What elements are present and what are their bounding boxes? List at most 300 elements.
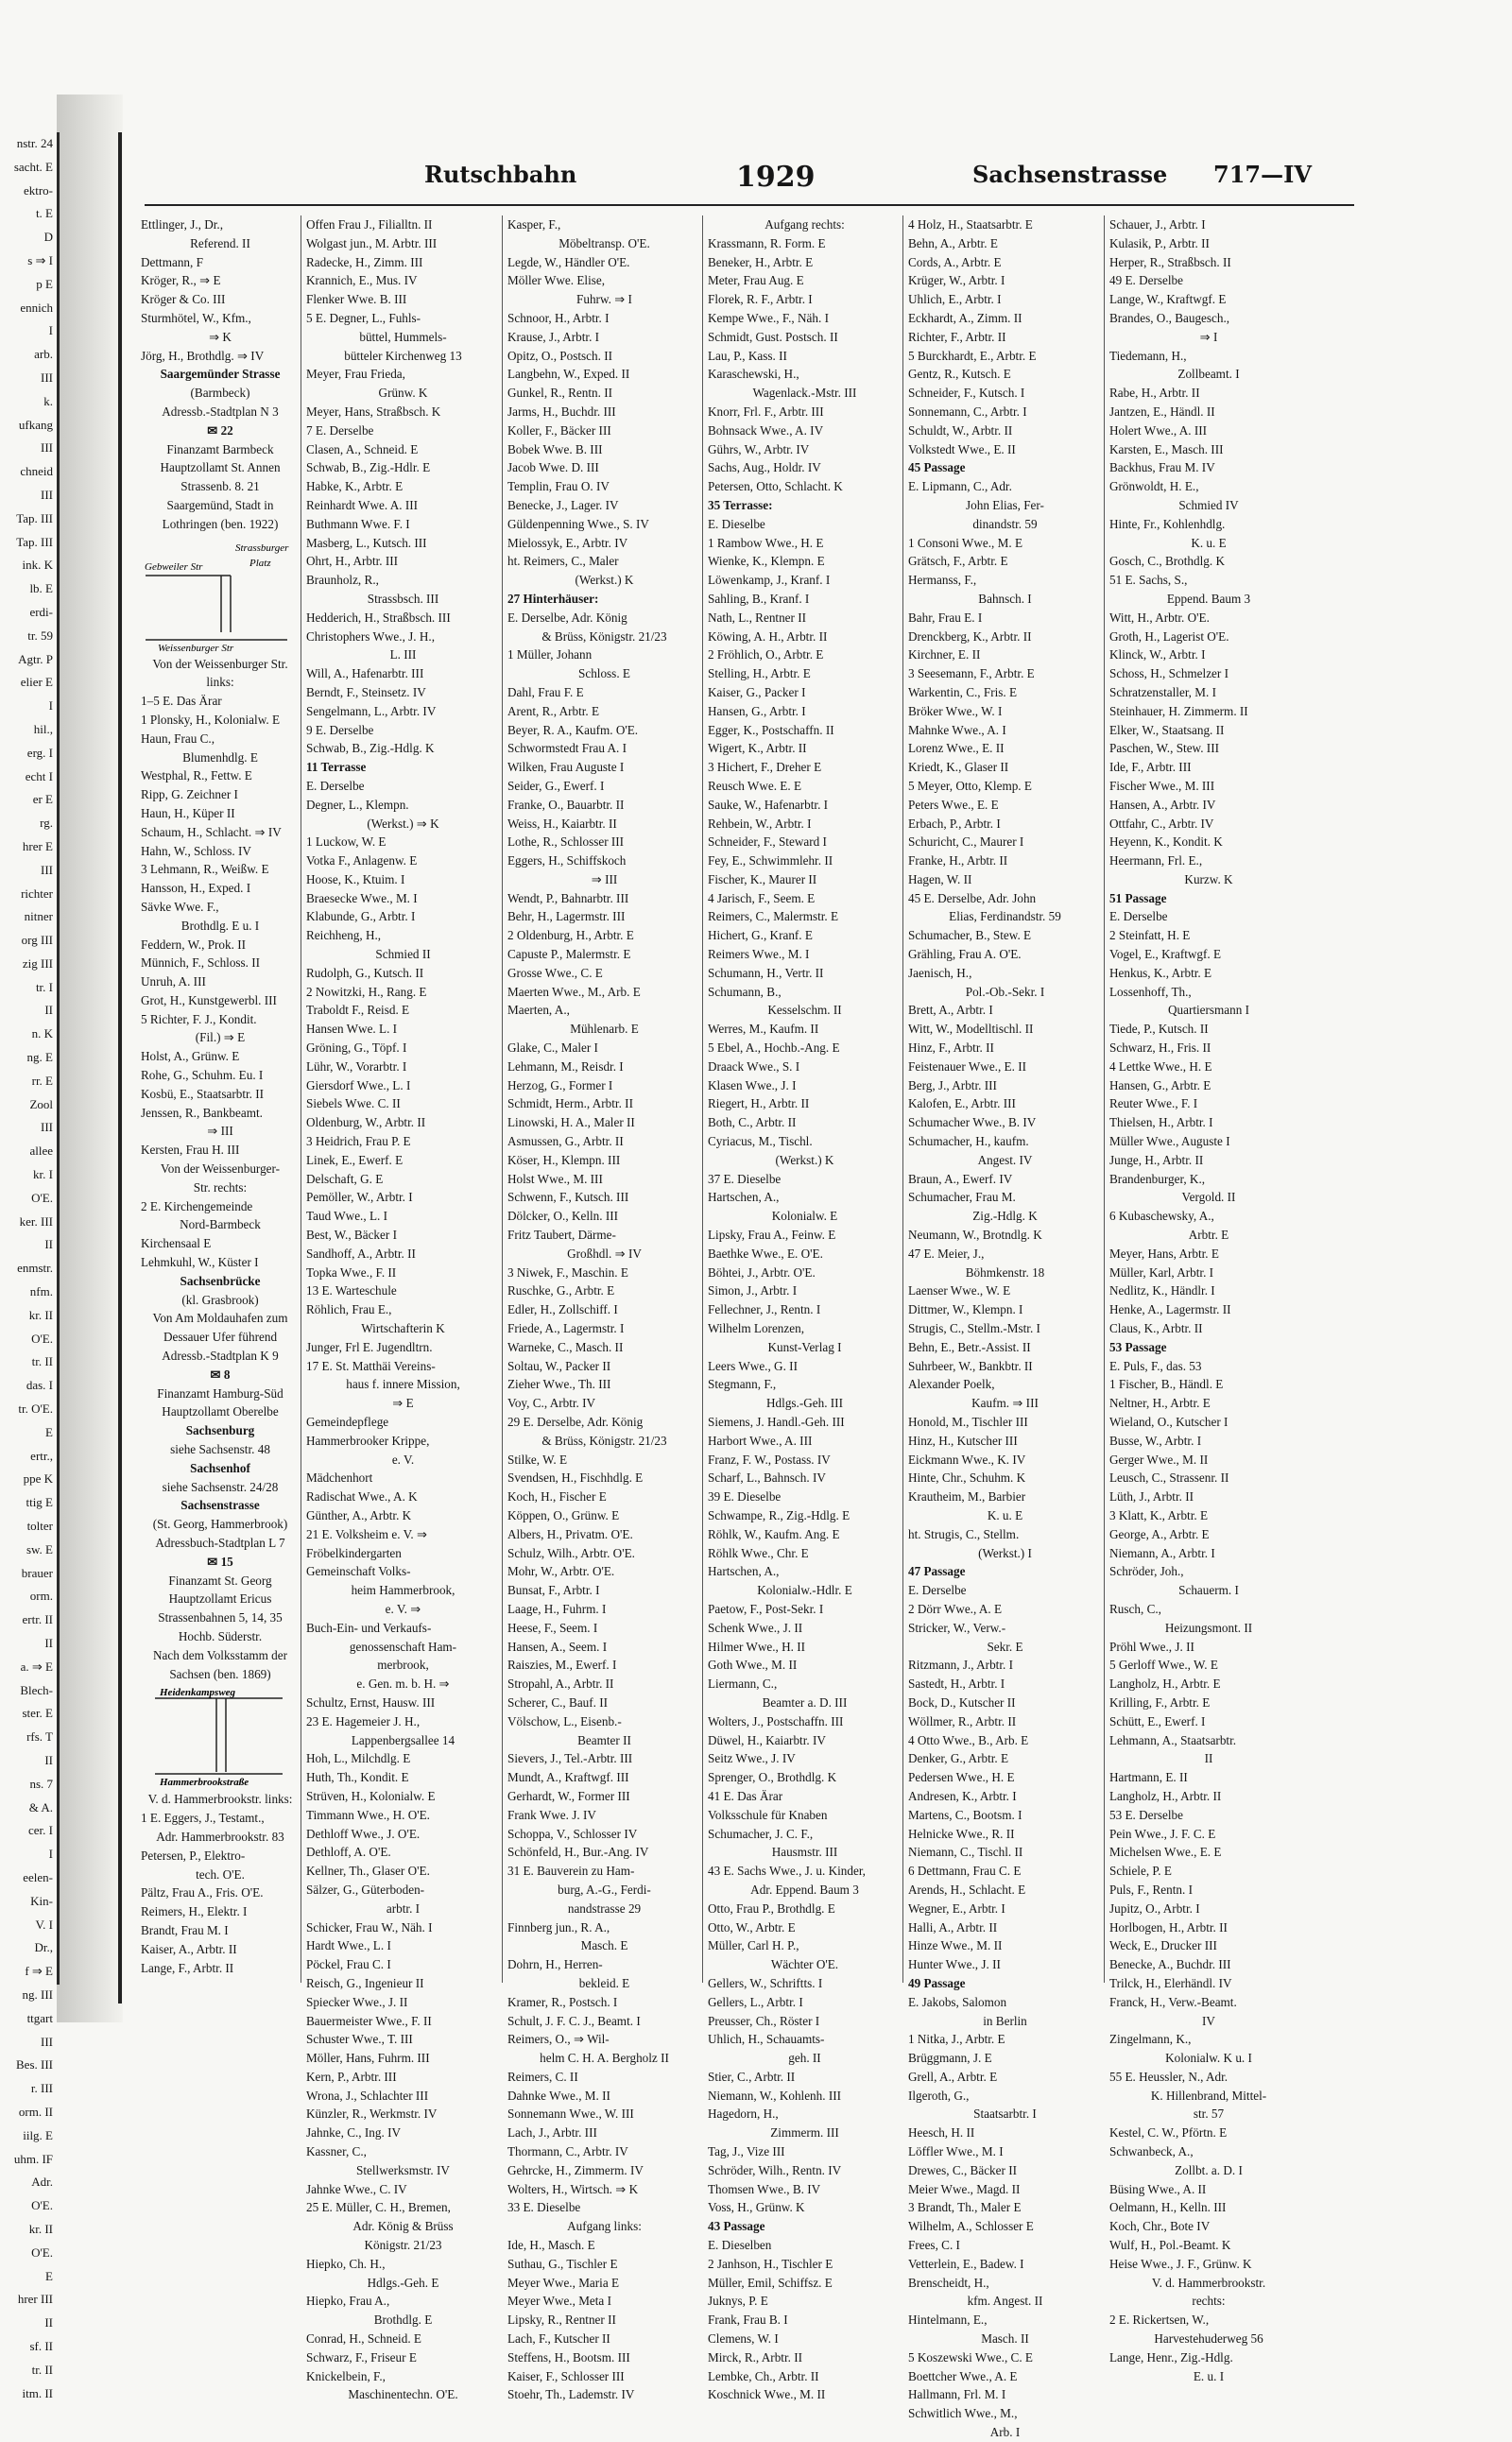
left-fragment-line: III [41, 487, 53, 502]
directory-entry: Timmann Wwe., H. O'E. [306, 1807, 430, 1822]
directory-entry: Gunkel, R., Rentn. II [507, 386, 612, 401]
directory-entry: Dohrn, H., Herren- [507, 1957, 603, 1972]
directory-entry: Müller, Carl H. P., [708, 1938, 799, 1953]
directory-entry: tech. O'E. [196, 1866, 245, 1882]
directory-entry: 3 Heidrich, Frau P. E [306, 1134, 411, 1149]
directory-entry: Schwab, B., Zig.-Hdlr. E [306, 460, 431, 475]
directory-entry: Meyer, Hans, Straßbsch. K [306, 404, 441, 419]
directory-entry: Herzog, G., Former I [507, 1077, 613, 1092]
directory-entry: Düwel, H., Kaiarbtr. IV [708, 1732, 826, 1747]
directory-entry: Meier Wwe., Magd. II [908, 2181, 1021, 2196]
directory-entry: Goth Wwe., M. II [708, 1658, 798, 1673]
directory-entry: Paschen, W., Stew. III [1109, 741, 1219, 756]
directory-entry: Vetterlein, E., Badew. I [908, 2256, 1024, 2271]
street-heading: ✉ 22 [207, 422, 233, 438]
directory-entry: Uhlich, H., Schauamts- [708, 2032, 825, 2047]
directory-entry: Brenscheidt, H., [908, 2275, 989, 2290]
directory-entry: Habke, K., Arbtr. E [306, 479, 404, 494]
directory-entry: Schwab, B., Zig.-Hdlg. K [306, 741, 435, 756]
directory-entry: Aufgang rechts: [765, 217, 845, 232]
directory-entry: Hansen, A., Arbtr. IV [1109, 797, 1216, 812]
directory-entry: Mielossyk, E., Arbtr. IV [507, 535, 628, 550]
left-fragment-line: ns. 7 [29, 1776, 53, 1791]
directory-entry: Böhmkenstr. 18 [965, 1264, 1045, 1280]
directory-entry: Schumacher, J. C. F., [708, 1826, 814, 1841]
street-heading: Sachsenbrücke [180, 1273, 261, 1288]
directory-entry: Reinhardt Wwe. A. III [306, 497, 419, 512]
directory-entry: 13 E. Warteschule [306, 1283, 397, 1298]
directory-entry: Meter, Frau Aug. E [708, 273, 804, 288]
directory-entry: Hansson, H., Exped. I [141, 881, 251, 896]
directory-entry: E. Derselbe [306, 778, 365, 793]
directory-entry: Arb. I [989, 2425, 1021, 2440]
left-fragment-line: ng. III [22, 1986, 53, 2002]
street-heading: 35 Terrasse: [708, 497, 773, 512]
directory-entry: Stricker, W., Verw.- [908, 1620, 1006, 1635]
directory-entry: Möller, Hans, Fuhrm. III [306, 2051, 430, 2066]
directory-entry: Möbeltransp. O'E. [558, 235, 650, 250]
left-fragment-line: Zool [29, 1096, 53, 1111]
directory-entry: Pöckel, Frau C. I [306, 1957, 391, 1972]
left-fragment-line: Blech- [20, 1682, 53, 1697]
map-label-platz: Platz [249, 557, 271, 569]
directory-entry: Hansen, A., Seem. I [507, 1639, 608, 1654]
directory-entry: Ripp, G. Zeichner I [141, 787, 238, 802]
directory-entry: Schneider, F., Steward I [708, 834, 827, 850]
directory-entry: Kurzw. K [1184, 871, 1233, 886]
map-label-gebweiler: Gebweiler Str [145, 560, 203, 573]
directory-entry: Kaufm. ⇒ III [971, 1396, 1039, 1411]
directory-entry: siehe Sachsenstr. 24/28 [162, 1479, 279, 1494]
directory-entry: Traboldt F., Reisd. E [306, 1003, 410, 1018]
directory-entry: Staatsarbtr. I [973, 2107, 1037, 2122]
directory-entry: Will, A., Hafenarbtr. III [306, 666, 424, 681]
directory-entry: Hausmstr. III [771, 1845, 838, 1860]
directory-entry: Wienke, K., Klempn. E [708, 554, 825, 569]
header-street-to: Sachsenstrasse [972, 161, 1168, 188]
directory-entry: Arent, R., Arbtr. E [507, 703, 600, 718]
directory-entry: Hauptzollamt Oberelbe [162, 1404, 279, 1419]
directory-entry: Petersen, P., Elektro- [141, 1848, 246, 1863]
directory-entry: Lehmann, A., Staatsarbtr. [1109, 1732, 1237, 1747]
directory-entry: e. V. [391, 1452, 415, 1467]
directory-entry: rechts: [1192, 2294, 1226, 2309]
directory-entry: Mohr, W., Arbtr. O'E. [507, 1564, 615, 1579]
left-fragment-line: ng. E [26, 1050, 53, 1065]
directory-entry: Hagen, W. II [908, 871, 972, 886]
left-fragment-line: & A. [28, 1799, 53, 1814]
directory-entry: Knickelbein, F., [306, 2368, 386, 2383]
directory-entry: Benecke, A., Buchdr. III [1109, 1957, 1231, 1972]
directory-entry: Bauermeister Wwe., F. II [306, 2013, 432, 2028]
directory-entry: Lipsky, R., Rentner II [507, 2313, 616, 2328]
directory-entry: 37 E. Dieselbe [708, 1171, 782, 1186]
directory-entry: 2 E. Kirchengemeinde [141, 1198, 253, 1213]
book-gutter [57, 95, 123, 2022]
directory-entry: Stilke, W. E [507, 1452, 568, 1467]
directory-entry: Ohrt, H., Arbtr. III [306, 554, 399, 569]
directory-entry: Eckhardt, A., Zimm. II [908, 310, 1022, 325]
directory-entry: Claus, K., Arbtr. II [1109, 1321, 1203, 1336]
directory-entry: Sauke, W., Hafenarbtr. I [708, 797, 829, 812]
directory-entry: Lange, F., Arbtr. II [141, 1960, 234, 1975]
directory-entry: George, A., Arbtr. E [1109, 1526, 1210, 1541]
directory-entry: Hagedorn, H., [708, 2107, 779, 2122]
directory-entry: Grätsch, F., Arbtr. E [908, 554, 1008, 569]
left-fragment-line: II [44, 1752, 53, 1767]
directory-entry: Niemann, W., Kohlenh. III [708, 2088, 842, 2103]
directory-entry: Neumann, W., Brotndlg. K [908, 1228, 1042, 1243]
directory-entry: Hochb. Süderstr. [178, 1628, 263, 1643]
directory-entry: Groth, H., Lagerist O'E. [1109, 628, 1229, 644]
left-fragment-line: enmstr. [17, 1261, 53, 1276]
directory-entry: ⇒ III [591, 871, 618, 886]
directory-entry: Werres, M., Kaufm. II [708, 1022, 819, 1037]
directory-entry: L. III [389, 647, 417, 662]
directory-entry: Buthmann Wwe. F. I [306, 516, 410, 531]
directory-entry: Sonnemann Wwe., W. III [507, 2107, 634, 2122]
left-fragment-line: ppe K [23, 1471, 53, 1487]
directory-entry: Jantzen, E., Händl. II [1109, 404, 1215, 419]
directory-entry: Möller Wwe. Elise, [507, 273, 606, 288]
directory-entry: Sengelmann, L., Arbtr. IV [306, 703, 437, 718]
left-fragment-line: O'E. [31, 1190, 53, 1205]
directory-entry: Kulasik, P., Arbtr. II [1109, 235, 1210, 250]
directory-entry: Bahnsch. I [978, 591, 1032, 606]
directory-entry: Kersten, Frau H. III [141, 1143, 240, 1158]
left-fragment-line: rg. [40, 816, 53, 831]
left-fragment-line: nitner [24, 909, 53, 924]
directory-entry: Nach dem Volksstamm der [153, 1647, 287, 1662]
directory-entry: ht. Strugis, C., Stellm. [908, 1526, 1020, 1541]
directory-entry: Kasper, F., [507, 217, 561, 232]
directory-entry: Radecke, H., Zimm. III [306, 254, 423, 269]
directory-entry: Benecke, J., Lager. IV [507, 497, 619, 512]
directory-entry: Rusch, C., [1109, 1601, 1161, 1616]
directory-entry: Lothe, R., Schlosser III [507, 834, 625, 850]
street-sketch-map [141, 538, 292, 654]
directory-entry: Both, C., Arbtr. II [708, 1115, 797, 1130]
directory-entry: Maschinentechn. O'E. [348, 2387, 458, 2402]
directory-entry: Warkentin, C., Fris. E [908, 684, 1018, 699]
left-fragment-line: sw. E [26, 1541, 53, 1556]
directory-entry: 1 Nitka, J., Arbtr. E [908, 2032, 1005, 2047]
street-heading: ✉ 15 [207, 1554, 233, 1569]
directory-entry: Dölcker, O., Kelln. III [507, 1209, 619, 1224]
directory-page [118, 132, 1379, 2440]
directory-entry: E. Derselbe, Adr. König [507, 610, 627, 625]
directory-entry: Clemens, W. I [708, 2331, 779, 2347]
left-page-fragment [0, 132, 60, 2400]
directory-entry: Schloss. E [578, 666, 630, 681]
directory-entry: Mahnke Wwe., A. I [908, 722, 1006, 737]
directory-entry: V. d. Hammerbrookstr. links: [147, 1792, 293, 1807]
header-year: 1929 [736, 161, 816, 194]
directory-entry: Strassenbahnen 5, 14, 35 [158, 1610, 283, 1625]
directory-entry: Friede, A., Lagermstr. I [507, 1321, 625, 1336]
directory-entry: Witt, W., Modelltischl. II [908, 1022, 1034, 1037]
left-fragment-line: cer. I [28, 1823, 53, 1838]
directory-entry: Volksschule für Knaben [708, 1807, 828, 1822]
directory-entry: Schneider, F., Kutsch. I [908, 386, 1025, 401]
directory-entry: Dethloff Wwe., J. O'E. [306, 1826, 421, 1841]
directory-entry: Backhus, Frau M. IV [1109, 460, 1215, 475]
street-heading: 45 Passage [908, 460, 966, 475]
left-fragment-line: itm. II [22, 2385, 53, 2400]
directory-entry: Pemöller, W., Arbtr. I [306, 1190, 413, 1205]
directory-entry: E. Derselbe [908, 1583, 967, 1598]
directory-entry: Reisch, G., Ingenieur II [306, 1975, 424, 1990]
directory-entry: Reimers, C. II [507, 2069, 578, 2084]
directory-entry: Köppen, O., Grünw. E [507, 1507, 620, 1522]
directory-entry: Koch, H., Fischer E [507, 1489, 607, 1505]
directory-entry: 43 E. Sachs Wwe., J. u. Kinder, [708, 1864, 866, 1879]
directory-entry: Heese, F., Seem. I [507, 1620, 598, 1635]
left-fragment-line: III [41, 370, 53, 385]
directory-entry: Brothdlg. E [373, 2313, 433, 2328]
directory-entry: Schnoor, H., Arbtr. I [507, 310, 610, 325]
directory-entry: Busse, W., Arbtr. I [1109, 1433, 1202, 1448]
directory-entry: Schult, J. F. C. J., Beamt. I [507, 2013, 641, 2028]
directory-entry: Jörg, H., Brothdlg. ⇒ IV [141, 348, 265, 363]
directory-entry: Stegmann, F., [708, 1377, 777, 1392]
directory-entry: 21 E. Volksheim e. V. ⇒ [306, 1526, 428, 1541]
directory-entry: Grell, A., Arbtr. E [908, 2069, 998, 2084]
directory-entry: Reimers Wwe., M. I [708, 947, 810, 962]
directory-entry: Adressbuch-Stadtplan L 7 [155, 1536, 285, 1550]
map-label-weissenburger: Weissenburger Str [158, 642, 234, 654]
directory-entry: str. 57 [1193, 2107, 1225, 2122]
directory-entry: Soltau, W., Packer II [507, 1358, 611, 1373]
left-fragment-line: das. I [26, 1378, 53, 1393]
directory-entry: Kolonialw. E [771, 1209, 838, 1224]
directory-entry: Jenssen, R., Bankbeamt. [141, 1105, 263, 1120]
directory-entry: Sturmhötel, W., Kfm., [141, 310, 251, 325]
page-header [122, 161, 1379, 198]
directory-entry: Jahnke Wwe., C. IV [306, 2181, 407, 2196]
left-fragment-line: Tap. III [16, 534, 53, 549]
left-fragment-line: erdi- [29, 604, 53, 619]
directory-entry: Kirchner, E. II [908, 647, 981, 662]
directory-entry: Wulf, H., Pol.-Beamt. K [1109, 2238, 1231, 2253]
directory-entry: Reimers, C., Malermstr. E [708, 909, 839, 924]
directory-entry: Meyer Wwe., Maria E [507, 2275, 620, 2290]
left-fragment-line: elier E [20, 675, 53, 690]
directory-entry: Trilck, H., Elerhändl. IV [1109, 1975, 1232, 1990]
street-heading: 27 Hinterhäuser: [507, 591, 599, 606]
directory-entry: Eppend. Baum 3 [1166, 591, 1251, 606]
directory-entry: Dessauer Ufer führend [163, 1330, 278, 1345]
directory-entry: 4 Lettke Wwe., H. E [1109, 1058, 1212, 1074]
directory-entry: Sievers, J., Tel.-Arbtr. III [507, 1751, 633, 1766]
directory-entry: Otto, W., Arbtr. E [708, 1919, 796, 1935]
left-fragment-line: tr. I [35, 979, 53, 994]
left-fragment-line: E [45, 2268, 53, 2283]
directory-entry: Schumann, H., Vertr. II [708, 965, 824, 980]
left-fragment-line: p E [36, 276, 53, 291]
left-fragment-line: O'E. [31, 2198, 53, 2213]
left-fragment-line: eelen- [23, 1869, 53, 1884]
directory-entry: E. u. I [1193, 2368, 1225, 2383]
directory-entry: Jaenisch, H., [908, 965, 972, 980]
directory-entry: Degner, L., Klempn. [306, 797, 409, 812]
directory-entry: Schmidt, Herm., Arbtr. II [507, 1096, 633, 1111]
street-heading: 11 Terrasse [306, 760, 367, 775]
column-divider [502, 215, 503, 1983]
directory-entry: Krannich, E., Mus. IV [306, 273, 418, 288]
left-fragment-line: D [43, 230, 53, 245]
directory-entry: Schwampe, R., Zig.-Hdlg. E [708, 1507, 850, 1522]
directory-entry: Schröder, Wilh., Rentn. IV [708, 2162, 842, 2177]
directory-entry: Stropahl, A., Arbtr. II [507, 1677, 614, 1692]
directory-entry: Zig.-Hdlg. K [972, 1209, 1038, 1224]
directory-entry: Koschnick Wwe., M. II [708, 2387, 826, 2402]
directory-entry: Niemann, A., Arbtr. I [1109, 1545, 1215, 1560]
directory-entry: Pein Wwe., J. F. C. E [1109, 1826, 1216, 1841]
directory-entry: Lothringen (ben. 1922) [162, 516, 279, 531]
left-fragment-line: Kin- [30, 1893, 53, 1908]
street-sketch-map [141, 1687, 292, 1789]
directory-entry: Strüven, H., Kolonialw. E [306, 1788, 436, 1803]
directory-entry: Brothdlg. E u. I [180, 918, 260, 933]
directory-entry: 5 Meyer, Otto, Klemp. E [908, 778, 1032, 793]
left-fragment-line: r. III [30, 2081, 53, 2096]
directory-entry: K. u. E [1191, 535, 1227, 550]
directory-entry: Holst Wwe., M. III [507, 1171, 603, 1186]
directory-entry: Witt, H., Arbtr. O'E. [1109, 610, 1210, 625]
directory-entry: Christophers Wwe., J. H., [306, 628, 436, 644]
directory-entry: 1–5 E. Das Ärar [141, 694, 222, 709]
directory-entry: E. Derselbe [1109, 909, 1168, 924]
directory-entry: Weck, E., Drucker III [1109, 1938, 1217, 1953]
directory-entry: Edler, H., Zollschiff. I [507, 1302, 618, 1317]
directory-entry: 51 E. Sachs, S., [1109, 573, 1188, 588]
directory-entry: Wigert, K., Arbtr. II [708, 741, 807, 756]
directory-column-1 [141, 215, 300, 1983]
directory-entry: Suthau, G., Tischler E [507, 2256, 618, 2271]
column-divider [1104, 215, 1105, 1983]
directory-entry: Hdlgs.-Geh. E [367, 2275, 439, 2290]
directory-entry: Bohnsack Wwe., A. IV [708, 422, 824, 438]
directory-entry: Wieland, O., Kutscher I [1109, 1415, 1228, 1429]
directory-entry: 5 E. Degner, L., Fuhls- [306, 310, 421, 325]
directory-entry: Finnberg jun., R. A., [507, 1919, 610, 1935]
directory-entry: Franke, O., Bauarbtr. II [507, 797, 625, 812]
directory-entry: Schwenn, F., Kutsch. III [507, 1190, 629, 1205]
directory-entry: Kaiser, G., Packer I [708, 684, 806, 699]
directory-entry: Jupitz, O., Arbtr. I [1109, 1900, 1200, 1916]
directory-entry: IV [1202, 2013, 1215, 2028]
directory-entry: Krüger, W., Arbtr. I [908, 273, 1005, 288]
directory-entry: K. Hillenbrand, Mittel- [1150, 2088, 1267, 2103]
directory-entry: Fey, E., Schwimmlehr. II [708, 853, 833, 868]
directory-entry: Lach, F., Kutscher II [507, 2331, 610, 2347]
directory-entry: bekleid. E [578, 1975, 630, 1990]
directory-entry: Linek, E., Ewerf. E [306, 1152, 404, 1167]
left-fragment-line: O'E. [31, 2244, 53, 2260]
directory-entry: Helnicke Wwe., R. II [908, 1826, 1015, 1841]
directory-entry: Klinck, W., Arbtr. I [1109, 647, 1206, 662]
directory-entry: Wrona, J., Schlachter III [306, 2088, 429, 2103]
directory-entry: Lipsky, Frau A., Feinw. E [708, 1228, 836, 1243]
left-fragment-line: III [41, 2034, 53, 2049]
directory-entry: e. V. ⇒ [385, 1601, 421, 1616]
left-fragment-line: hrer III [17, 2292, 53, 2307]
directory-entry: Büsing Wwe., A. II [1109, 2181, 1207, 2196]
directory-entry: Gentz, R., Kutsch. E [908, 367, 1011, 382]
directory-entry: Hunter Wwe., J. II [908, 1957, 1001, 1972]
directory-entry: Linowski, H. A., Maler II [507, 1115, 635, 1130]
directory-entry: Krassmann, R. Form. E [708, 235, 826, 250]
directory-entry: Franke, H., Arbtr. II [908, 853, 1008, 868]
directory-entry: & Brüss, Königstr. 21/23 [541, 628, 667, 644]
directory-entry: Nath, L., Rentner II [708, 610, 806, 625]
directory-entry: Reusch Wwe. E. E [708, 778, 802, 793]
left-fragment-line: ker. III [19, 1213, 53, 1229]
directory-entry: Berg, J., Arbtr. III [908, 1077, 997, 1092]
directory-entry: Grot, H., Kunstgewerbl. III [141, 992, 277, 1007]
directory-entry: Schiele, P. E [1109, 1864, 1172, 1879]
directory-entry: Gührs, W., Arbtr. IV [708, 441, 810, 456]
directory-entry: Völschow, L., Eisenb.- [507, 1713, 622, 1728]
directory-entry: Hiepko, Ch. H., [306, 2256, 386, 2271]
directory-entry: Köwing, A. H., Arbtr. II [708, 628, 828, 644]
directory-entry: Böhtei, J., Arbtr. O'E. [708, 1264, 816, 1280]
left-fragment-line: rr. E [31, 1073, 53, 1088]
directory-entry: Pedersen Wwe., H. E [908, 1770, 1015, 1785]
directory-entry: Kosbü, E., Staatsarbtr. II [141, 1086, 265, 1101]
directory-entry: 5 Koszewski Wwe., C. E [908, 2349, 1033, 2365]
directory-entry: Adressb.-Stadtplan N 3 [162, 404, 279, 419]
directory-entry: Ruschke, G., Arbtr. E [507, 1283, 615, 1298]
directory-entry: Eickmann Wwe., K. IV [908, 1452, 1026, 1467]
directory-entry: Dahl, Frau F. E [507, 684, 584, 699]
directory-entry: 3 Klatt, K., Arbtr. E [1109, 1507, 1209, 1522]
directory-entry: Hiepko, Frau A., [306, 2294, 390, 2309]
directory-entry: Von Am Moldauhafen zum [152, 1311, 288, 1326]
directory-entry: Kaiser, A., Arbtr. II [141, 1941, 237, 1956]
street-heading: 51 Passage [1109, 890, 1167, 905]
directory-entry: Asmussen, G., Arbtr. II [507, 1134, 624, 1149]
directory-entry: Maerten, A., [507, 1003, 570, 1018]
directory-entry: e. Gen. m. b. H. ⇒ [356, 1677, 450, 1692]
directory-entry: Strugis, C., Stellm.-Mstr. I [908, 1321, 1040, 1336]
directory-entry: Lau, P., Kass. II [708, 348, 787, 363]
directory-entry: Grünw. K [378, 386, 428, 401]
directory-entry: 1 Plonsky, H., Kolonialw. E [141, 712, 281, 727]
directory-entry: Frees, C. I [908, 2238, 960, 2253]
directory-entry: Zollbt. a. D. I [1175, 2162, 1243, 2177]
directory-entry: Rabe, H., Arbtr. II [1109, 386, 1200, 401]
directory-entry: John Elias, Fer- [966, 497, 1044, 512]
directory-entry: Raiszies, M., Ewerf. I [507, 1658, 617, 1673]
directory-entry: 6 Kubaschewsky, A., [1109, 1209, 1214, 1224]
directory-entry: Gosch, C., Brothdlg. K [1109, 554, 1225, 569]
directory-entry: Honold, M., Tischler III [908, 1415, 1028, 1429]
directory-entry: Masch. II [981, 2331, 1029, 2347]
directory-entry: Löwenkamp, J., Kranf. I [708, 573, 831, 588]
directory-entry: Eggers, H., Schiffskoch [507, 853, 627, 868]
directory-entry: Hilmer Wwe., H. II [708, 1639, 806, 1654]
directory-entry: dinandstr. 59 [972, 516, 1038, 531]
directory-entry: Mädchenhort [306, 1470, 373, 1486]
left-fragment-line: II [44, 2315, 53, 2330]
directory-entry: Karaschewski, H., [708, 367, 799, 382]
directory-entry: Michelsen Wwe., E. E [1109, 1845, 1222, 1860]
left-fragment-line: ink. K [22, 558, 53, 573]
directory-entry: ⇒ I [1199, 329, 1218, 344]
directory-entry: Gemeindepflege [306, 1415, 389, 1429]
